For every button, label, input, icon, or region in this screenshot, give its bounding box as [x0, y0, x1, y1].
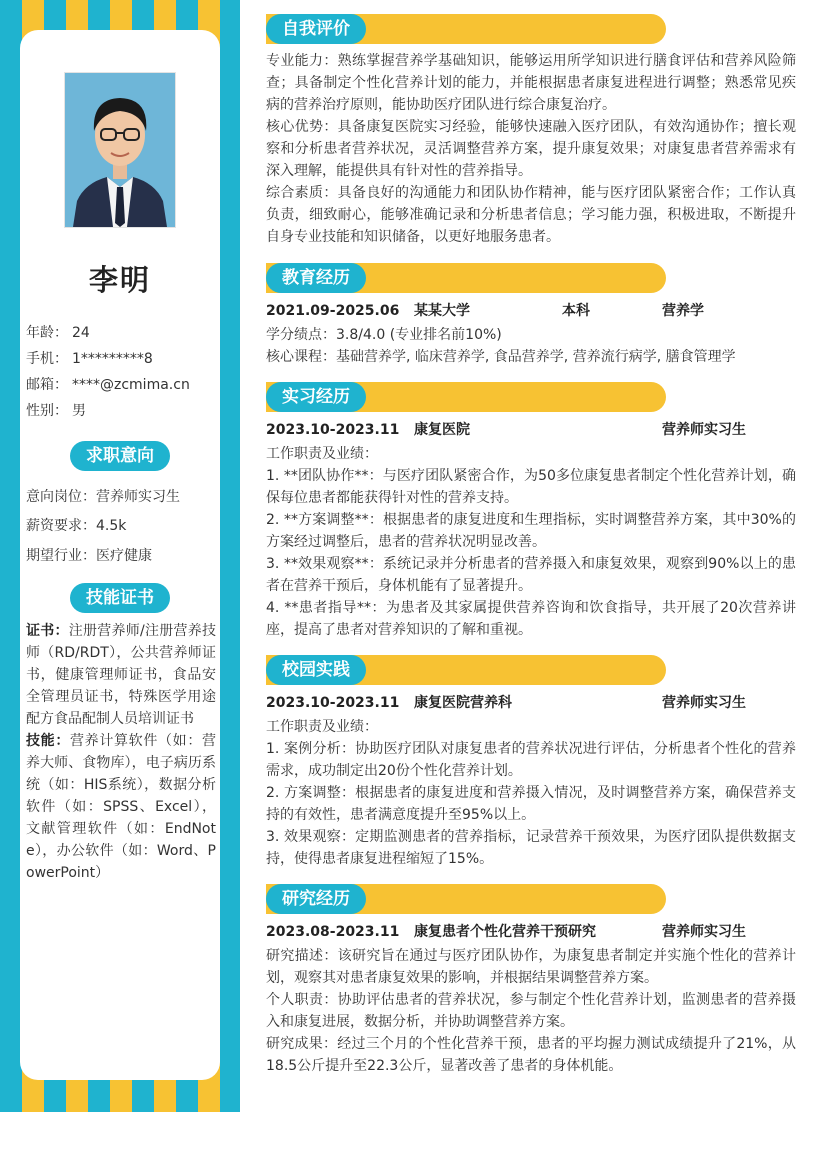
entry-org: 康复医院 [414, 422, 470, 438]
section-title: 校园实践 [266, 655, 366, 685]
cert-label: 证书： [26, 623, 69, 639]
info-value: 男 [72, 403, 86, 419]
portrait-illustration [65, 73, 175, 227]
campus-line: 2. 方案调整：根据患者的康复进度和营养摄入情况，及时调整营养方案，确保营养支持的有效性，患者满意度提升至95%以上。 [266, 785, 796, 823]
entry-school: 某某大学 [414, 303, 470, 319]
research-line: 研究成果：经过三个月的个性化营养干预，患者的平均握力测试成绩提升了21%，从18.5公斤提升至22.3公斤，显著改善了患者的身体机能。 [266, 1036, 796, 1074]
job-intent-industry [26, 545, 152, 565]
education-details [266, 324, 796, 368]
info-label: 年龄： [26, 325, 68, 341]
campus-line: 3. 效果观察：定期监测患者的营养指标，记录营养干预效果，为医疗团队提供数据支持，使得患者康复进程缩短了15%。 [266, 829, 796, 867]
skills-heading: 技能证书 [70, 583, 170, 613]
education-line: 核心课程：基础营养学, 临床营养学, 食品营养学, 营养流行病学, 膳食管理学 [266, 349, 736, 365]
item-value: 4.5k [96, 518, 127, 534]
internship-details [266, 443, 796, 641]
entry-org: 康复患者个性化营养干预研究 [414, 924, 596, 940]
job-intent-salary [26, 515, 126, 535]
item-label: 薪资要求： [26, 518, 96, 534]
research-line: 个人职责：协助评估患者的营养状况，参与制定个性化营养计划，监测患者的营养摄入和康复进展，数据分析，并协助调整营养方案。 [266, 992, 796, 1030]
info-gender [26, 400, 86, 420]
entry-major: 营养学 [662, 303, 704, 319]
info-label: 邮箱： [26, 377, 68, 393]
certificates [26, 620, 216, 730]
skill-label: 技能： [26, 733, 70, 749]
internship-line: 3. **效果观察**：系统记录并分析患者的营养摄入和康复效果，观察到90%以上的患者在营养干预后，身体机能有了显著提升。 [266, 556, 796, 594]
section-header-internship [266, 382, 666, 412]
job-intent-heading: 求职意向 [70, 441, 170, 471]
internship-line: 2. **方案调整**：根据患者的康复进度和生理指标，实时调整营养方案，其中30%的方案经过调整后，患者的营养状况明显改善。 [266, 512, 796, 550]
self-eval-paragraph: 专业能力：熟练掌握营养学基础知识，能够运用所学知识进行膳食评估和营养风险筛查；具备制定个性化营养计划的能力，并能根据患者康复进程进行调整；熟悉常见疾病的营养治疗原则，能协助医疗团队进行综合康复治疗。 [266, 53, 796, 113]
skills-block [26, 620, 216, 884]
internship-line: 4. **患者指导**：为患者及其家属提供营养咨询和饮食指导，共开展了20次营养讲座，提高了患者对营养知识的了解和重视。 [266, 600, 796, 638]
cert-text: 注册营养师/注册营养技师（RD/RDT），公共营养师证书，健康管理师证书，食品安全管理员证书，特殊医学用途配方食品配制人员培训证书 [26, 623, 217, 727]
campus-details [266, 716, 796, 870]
info-label: 手机： [26, 351, 68, 367]
entry-degree: 本科 [562, 303, 590, 319]
campus-line: 工作职责及业绩： [266, 719, 378, 735]
section-header-self-eval [266, 14, 666, 44]
item-label: 期望行业： [26, 548, 96, 564]
research-details [266, 945, 796, 1077]
info-phone [26, 348, 153, 368]
item-label: 意向岗位： [26, 489, 96, 505]
entry-role: 营养师实习生 [662, 695, 746, 711]
section-title: 实习经历 [266, 382, 366, 412]
section-header-research [266, 884, 666, 914]
research-row [266, 921, 796, 943]
item-value: 医疗健康 [96, 548, 152, 564]
info-email [26, 374, 190, 394]
portrait-photo [64, 72, 176, 228]
internship-line: 1. **团队协作**：与医疗团队紧密合作，为50多位康复患者制定个性化营养计划，确保每位患者都能获得针对性的营养支持。 [266, 468, 796, 506]
research-line: 研究描述：该研究旨在通过与医疗团队协作，为康复患者制定并实施个性化的营养计划，观察其对患者康复效果的影响，并根据结果调整营养方案。 [266, 948, 796, 986]
campus-row [266, 692, 796, 714]
job-intent-position [26, 486, 180, 506]
entry-period: 2023.10-2023.11 [266, 422, 400, 438]
section-title: 自我评价 [266, 14, 366, 44]
entry-period: 2021.09-2025.06 [266, 303, 400, 319]
entry-period: 2023.10-2023.11 [266, 695, 400, 711]
entry-org: 康复医院营养科 [414, 695, 512, 711]
info-value: 24 [72, 325, 90, 341]
entry-role: 营养师实习生 [662, 924, 746, 940]
info-label: 性别： [26, 403, 68, 419]
section-header-education [266, 263, 666, 293]
info-value: 1*********8 [72, 351, 153, 367]
self-eval-paragraph: 综合素质：具备良好的沟通能力和团队协作精神，能与医疗团队紧密合作；工作认真负责，细致耐心，能够准确记录和分析患者信息；学习能力强，积极进取，不断提升自身专业技能和知识储备，以更好地服务患者。 [266, 185, 796, 245]
skills [26, 730, 216, 884]
skill-text: 营养计算软件（如：营养大师、食物库），电子病历系统（如：HIS系统），数据分析软件（如：SPSS、Excel），文献管理软件（如：EndNote），办公软件（如：Word、PowerPoint） [26, 733, 216, 881]
info-age [26, 322, 90, 342]
internship-line: 工作职责及业绩： [266, 446, 378, 462]
candidate-name: 李明 [88, 263, 151, 297]
entry-period: 2023.08-2023.11 [266, 924, 400, 940]
item-value: 营养师实习生 [96, 489, 180, 505]
internship-row [266, 419, 796, 441]
section-title: 教育经历 [266, 263, 366, 293]
info-value: ****@zcmima.cn [72, 377, 190, 393]
entry-role: 营养师实习生 [662, 422, 746, 438]
education-line: 学分绩点：3.8/4.0 (专业排名前10%) [266, 327, 502, 343]
self-eval-text [266, 50, 796, 248]
campus-line: 1. 案例分析：协助医疗团队对康复患者的营养状况进行评估，分析患者个性化的营养需求，成功制定出20份个性化营养计划。 [266, 741, 796, 779]
section-title: 研究经历 [266, 884, 366, 914]
section-header-campus [266, 655, 666, 685]
education-row [266, 300, 796, 322]
self-eval-paragraph: 核心优势：具备康复医院实习经验，能够快速融入医疗团队，有效沟通协作；擅长观察和分析患者营养状况，灵活调整营养方案，提升康复效果；对康复患者营养需求有深入理解，能提供具有针对性的营养指导。 [266, 119, 796, 179]
